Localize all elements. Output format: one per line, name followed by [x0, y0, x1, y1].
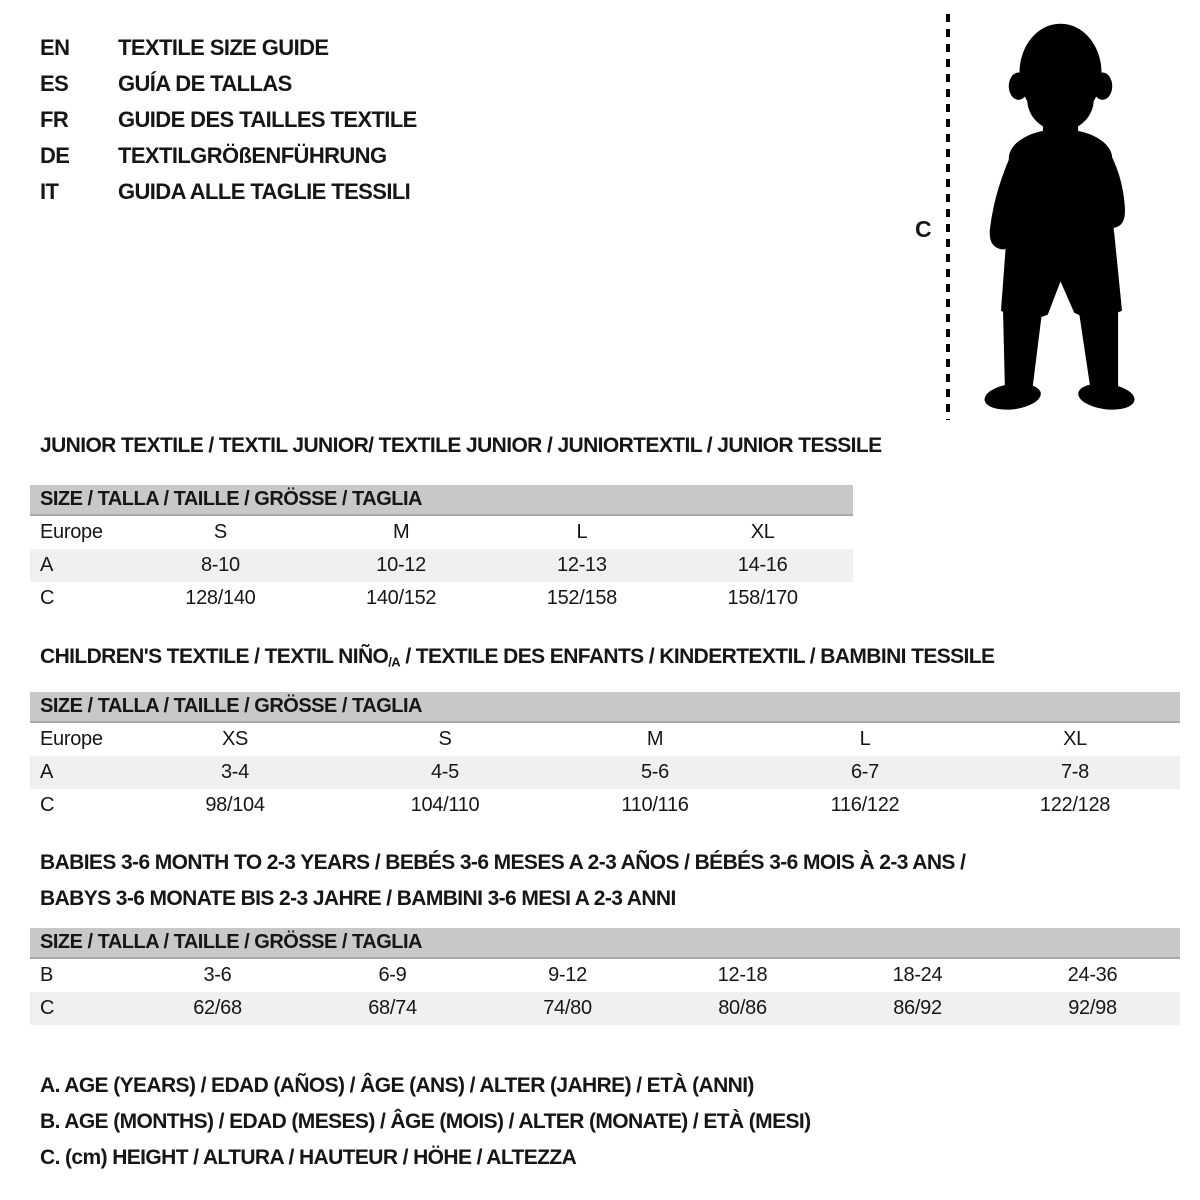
table-cell: L — [576, 521, 588, 543]
language-title: TEXTILE SIZE GUIDE — [118, 35, 329, 60]
legend-line-height: C. (cm) HEIGHT / ALTURA / HAUTEUR / HÖHE / ALTEZZA — [40, 1146, 577, 1169]
table-cell: 62/68 — [193, 997, 242, 1019]
legend-line-age-months: B. AGE (MONTHS) / EDAD (MESES) / ÂGE (MOIS) / ALTER (MONATE) / ETÀ (MESI) — [40, 1110, 811, 1133]
table-row — [30, 582, 853, 615]
table-cell: L — [859, 728, 871, 750]
table-cell: 3-4 — [220, 761, 249, 783]
language-code: ES — [40, 71, 69, 96]
title-line: BABYS 3-6 MONATE BIS 2-3 JAHRE / BAMBINI 3-6 MESI A 2-3 ANNI — [40, 887, 676, 910]
language-title: GUÍA DE TALLAS — [118, 71, 292, 96]
table-cell: 86/92 — [893, 997, 942, 1019]
table-cell: 116/122 — [830, 794, 900, 816]
row-label: Europe — [40, 728, 103, 750]
language-row-en — [40, 30, 417, 66]
table-cell: 5-6 — [640, 761, 669, 783]
table-cell: 92/98 — [1068, 997, 1117, 1019]
language-row-de — [40, 138, 417, 174]
title-line: BABIES 3-6 MONTH TO 2-3 YEARS / BEBÉS 3-6 MESES A 2-3 AÑOS / BÉBÉS 3-6 MOIS À 2-3 ANS / — [40, 851, 966, 874]
table-cell: 158/170 — [727, 587, 798, 609]
row-label: C — [40, 587, 55, 609]
table-cell: 122/128 — [1039, 794, 1111, 816]
table-cell: XS — [221, 728, 249, 750]
table-cell: 8-10 — [200, 554, 240, 576]
table-cell: 104/110 — [410, 794, 480, 816]
section-title-children — [40, 645, 994, 669]
table-cell: S — [438, 728, 452, 750]
table-cell: 12-13 — [557, 554, 607, 576]
table-row — [30, 516, 853, 549]
row-label: C — [40, 794, 55, 816]
table-cell: S — [213, 521, 227, 543]
table-cell: 7-8 — [1060, 761, 1089, 783]
row-label: C — [40, 997, 55, 1019]
language-title-list — [40, 30, 417, 210]
toddler-silhouette-image — [958, 12, 1163, 420]
table-cell: 110/116 — [621, 794, 689, 816]
table-row — [30, 756, 1180, 789]
table-row — [30, 959, 1180, 992]
row-label: Europe — [40, 521, 103, 543]
language-row-fr — [40, 102, 417, 138]
table-cell: 4-5 — [430, 761, 459, 783]
language-title: GUIDE DES TAILLES TEXTILE — [118, 107, 417, 132]
table-cell: 6-7 — [850, 761, 879, 783]
language-code: FR — [40, 107, 69, 132]
section-title-junior: JUNIOR TEXTILE / TEXTIL JUNIOR/ TEXTILE JUNIOR / JUNIORTEXTIL / JUNIOR TESSILE — [40, 434, 882, 457]
language-row-it — [40, 174, 417, 210]
table-size-header: SIZE / TALLA / TAILLE / GRÖSSE / TAGLIA — [30, 928, 1180, 959]
language-title: TEXTILGRÖßENFÜHRUNG — [118, 143, 387, 168]
table-cell: 10-12 — [376, 554, 426, 576]
language-code: DE — [40, 143, 70, 168]
table-cell: 80/86 — [718, 997, 767, 1019]
title-text: / TEXTILE DES ENFANTS / KINDERTEXTIL / BAMBINI TESSILE — [400, 645, 995, 668]
table-cell: 74/80 — [543, 997, 592, 1019]
table-cell: 18-24 — [892, 964, 943, 986]
table-cell: 9-12 — [548, 964, 587, 986]
legend-line-age-years: A. AGE (YEARS) / EDAD (AÑOS) / ÂGE (ANS) / ALTER (JAHRE) / ETÀ (ANNI) — [40, 1074, 754, 1097]
title-subscript: /A — [388, 654, 401, 670]
table-cell: 68/74 — [368, 997, 417, 1019]
table-cell: 152/158 — [546, 587, 617, 609]
table-row — [30, 723, 1180, 756]
table-cell: XL — [750, 521, 775, 543]
babies-size-table — [30, 928, 1180, 1025]
height-measure-label: C — [915, 216, 932, 242]
table-size-header: SIZE / TALLA / TAILLE / GRÖSSE / TAGLIA — [30, 485, 853, 516]
language-title: GUIDA ALLE TAGLIE TESSILI — [118, 179, 411, 204]
table-cell: M — [392, 521, 410, 543]
language-row-es — [40, 66, 417, 102]
table-cell: XL — [1063, 728, 1087, 750]
table-row — [30, 789, 1180, 822]
row-label: B — [40, 964, 54, 986]
table-row — [30, 992, 1180, 1025]
language-code: IT — [40, 179, 59, 204]
title-text: CHILDREN'S TEXTILE / TEXTIL NIÑO — [40, 645, 389, 668]
table-cell: 14-16 — [737, 554, 788, 576]
table-cell: M — [646, 728, 664, 750]
section-title-babies — [40, 845, 965, 917]
measure-legend — [40, 1068, 811, 1176]
table-size-header: SIZE / TALLA / TAILLE / GRÖSSE / TAGLIA — [30, 692, 1180, 723]
table-cell: 12-18 — [717, 964, 768, 986]
table-cell: 6-9 — [378, 964, 407, 986]
height-measure-dashed-line — [944, 14, 952, 420]
row-label: A — [40, 761, 54, 783]
table-cell: 98/104 — [205, 794, 265, 816]
table-row — [30, 549, 853, 582]
table-cell: 128/140 — [185, 587, 256, 609]
children-size-table — [30, 692, 1180, 822]
table-cell: 3-6 — [203, 964, 232, 986]
row-label: A — [40, 554, 54, 576]
table-cell: 24-36 — [1067, 964, 1118, 986]
junior-size-table — [30, 485, 853, 615]
table-cell: 140/152 — [366, 587, 437, 609]
language-code: EN — [40, 35, 70, 60]
